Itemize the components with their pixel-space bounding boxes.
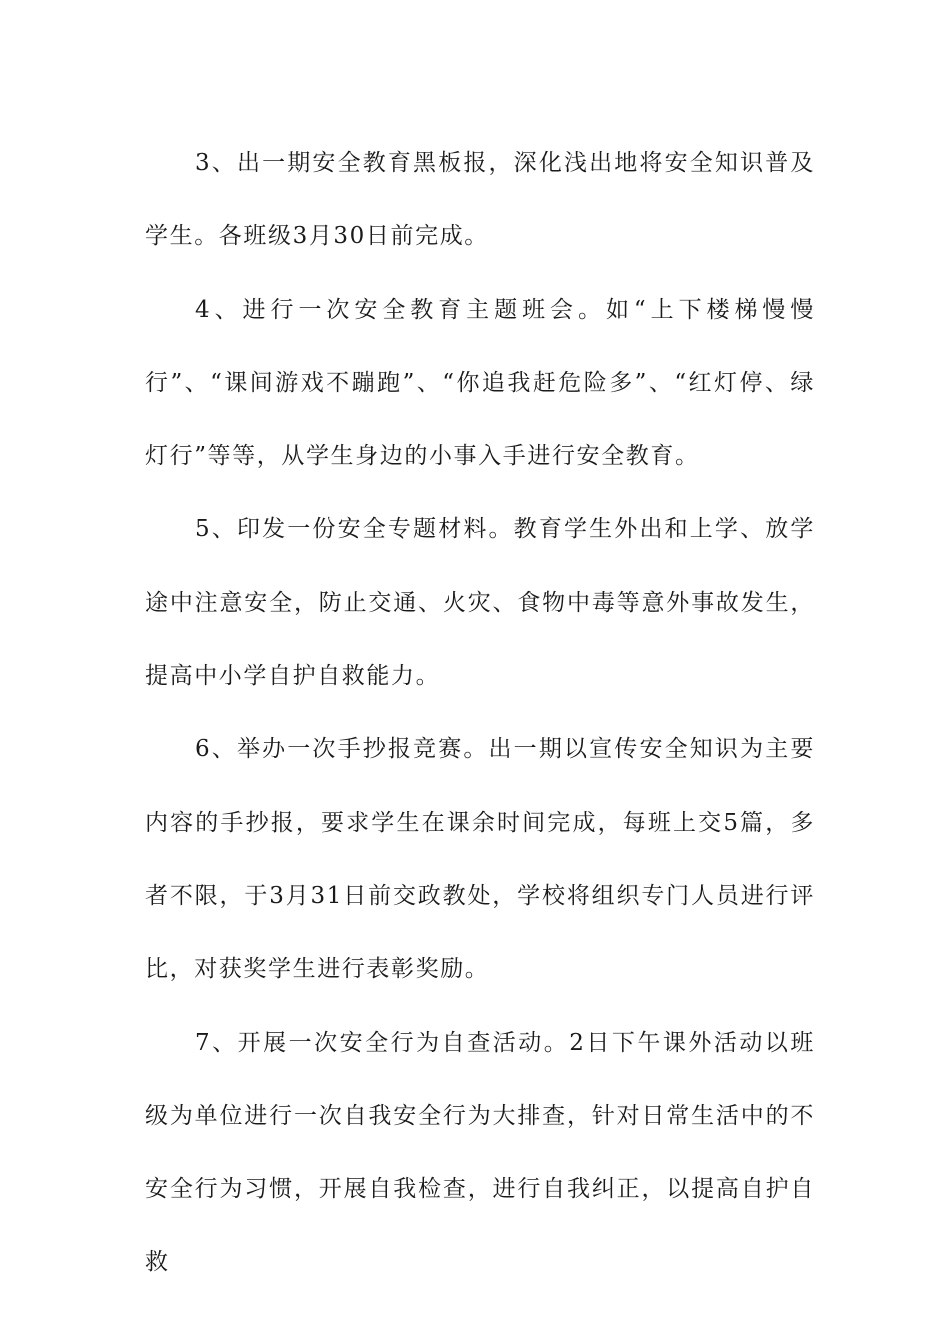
paragraph-item-6: 6、举办一次手抄报竞赛。出一期以宣传安全知识为主要内容的手抄报，要求学生在课余时间完成，每班上交5篇，多者不限，于3月31日前交政教处，学校将组织专门人员进行评比，对获奖学生进行表彰奖励。 — [145, 736, 815, 983]
paragraph-item-7: 7、开展一次安全行为自查活动。2日下午课外活动以班级为单位进行一次自我安全行为大排查，针对日常生活中的不安全行为习惯，开展自我检查，进行自我纠正，以提高自护自救 — [145, 1029, 815, 1276]
paragraph-item-3: 3、出一期安全教育黑板报，深化浅出地将安全知识普及学生。各班级3月30日前完成。 — [145, 150, 815, 250]
document-body — [145, 127, 815, 1300]
paragraph-item-5: 5、印发一份安全专题材料。教育学生外出和上学、放学途中注意安全，防止交通、火灾、食物中毒等意外事故发生，提高中小学自护自救能力。 — [145, 516, 815, 690]
paragraph-item-4: 4、进行一次安全教育主题班会。如“上下楼梯慢慢行”、“课间游戏不蹦跑”、“你追我赶危险多”、“红灯停、绿灯行”等等，从学生身边的小事入手进行安全教育。 — [145, 296, 815, 470]
